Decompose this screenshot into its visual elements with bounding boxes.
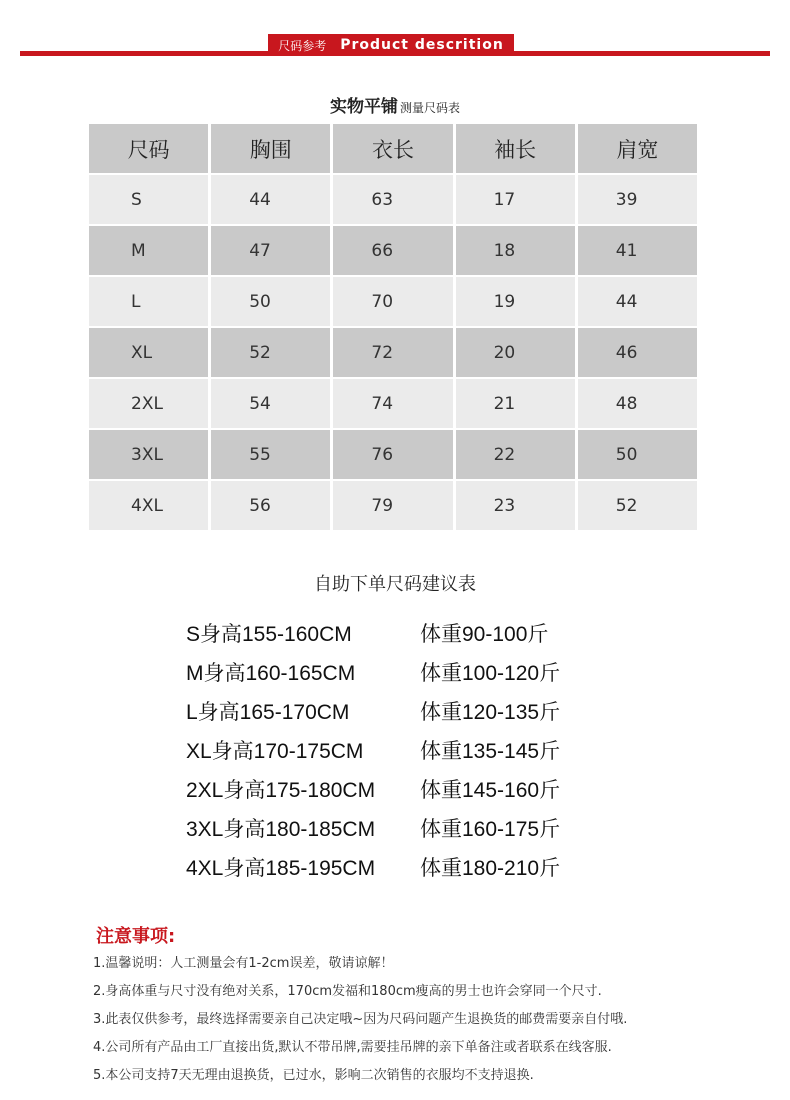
advice-height: 2XL身高175-180CM: [186, 779, 376, 802]
notice-list: [93, 954, 773, 1094]
table-cell: 19: [456, 277, 575, 326]
notice-title: 注意事项:: [96, 926, 176, 947]
advice-weight: 体重180-210斤: [420, 857, 561, 880]
table-cell: 70: [333, 277, 452, 326]
size-advice-list: [186, 618, 606, 891]
advice-row: [186, 735, 606, 774]
column-header: 袖长: [456, 124, 575, 173]
table-cell: 74: [333, 379, 452, 428]
section-header: [268, 34, 514, 56]
table-row: [89, 226, 697, 275]
table-row: [89, 430, 697, 479]
section-header-en: Product descrition: [340, 37, 504, 53]
table-cell: 52: [578, 481, 697, 530]
advice-weight: 体重90-100斤: [420, 623, 549, 646]
table-cell: 66: [333, 226, 452, 275]
section-header-cn: 尺码参考: [278, 38, 327, 53]
advice-height: XL身高170-175CM: [186, 740, 364, 763]
table-cell: 41: [578, 226, 697, 275]
advice-row: [186, 774, 606, 813]
table-cell: 3XL: [89, 430, 208, 479]
notice-item: 1.温馨说明：人工测量会有1-2cm误差，敬请谅解！: [93, 956, 394, 971]
size-table-title: [0, 92, 790, 117]
table-cell: 21: [456, 379, 575, 428]
size-table-header: [89, 124, 697, 173]
advice-weight: 体重100-120斤: [420, 662, 561, 685]
advice-row: [186, 696, 606, 735]
table-cell: 44: [578, 277, 697, 326]
notice-item: 2.身高体重与尺寸没有绝对关系，170cm发福和180cm瘦高的男士也许会穿同一个尺寸.: [93, 984, 602, 999]
size-table-title-sub: 测量尺码表: [399, 101, 460, 115]
column-header: 肩宽: [578, 124, 697, 173]
advice-weight: 体重120-135斤: [420, 701, 561, 724]
advice-row: [186, 657, 606, 696]
table-cell: 48: [578, 379, 697, 428]
advice-weight: 体重135-145斤: [420, 740, 561, 763]
table-cell: 55: [211, 430, 330, 479]
table-cell: 50: [211, 277, 330, 326]
table-cell: 63: [333, 175, 452, 224]
notice-item: 4.公司所有产品由工厂直接出货,默认不带吊牌,需要挂吊牌的亲下单备注或者联系在线客服.: [93, 1040, 612, 1055]
table-cell: L: [89, 277, 208, 326]
advice-height: 4XL身高185-195CM: [186, 857, 376, 880]
size-table: [86, 122, 700, 532]
table-cell: XL: [89, 328, 208, 377]
table-row: [89, 481, 697, 530]
column-header: 胸围: [211, 124, 330, 173]
table-cell: 52: [211, 328, 330, 377]
table-row: [89, 379, 697, 428]
advice-height: S身高155-160CM: [186, 623, 352, 646]
advice-height: 3XL身高180-185CM: [186, 818, 376, 841]
table-cell: 76: [333, 430, 452, 479]
column-header: 尺码: [89, 124, 208, 173]
table-row: [89, 277, 697, 326]
table-cell: 4XL: [89, 481, 208, 530]
table-cell: 54: [211, 379, 330, 428]
notice-item: 5.本公司支持7天无理由退换货，已过水，影响二次销售的衣服均不支持退换.: [93, 1068, 534, 1083]
table-row: [89, 328, 697, 377]
advice-row: [186, 618, 606, 657]
advice-row: [186, 813, 606, 852]
table-cell: S: [89, 175, 208, 224]
notice-item: 3.此表仅供参考，最终选择需要亲自己决定哦~因为尺码问题产生退换货的邮费需要亲自付哦.: [93, 1012, 628, 1027]
advice-height: L身高165-170CM: [186, 701, 350, 724]
table-cell: 2XL: [89, 379, 208, 428]
table-cell: 79: [333, 481, 452, 530]
table-cell: 39: [578, 175, 697, 224]
table-cell: 22: [456, 430, 575, 479]
table-cell: 72: [333, 328, 452, 377]
table-cell: M: [89, 226, 208, 275]
advice-weight: 体重160-175斤: [420, 818, 561, 841]
advice-title: 自助下单尺码建议表: [314, 574, 476, 595]
table-cell: 47: [211, 226, 330, 275]
table-cell: 56: [211, 481, 330, 530]
table-cell: 17: [456, 175, 575, 224]
table-cell: 18: [456, 226, 575, 275]
advice-weight: 体重145-160斤: [420, 779, 561, 802]
table-cell: 46: [578, 328, 697, 377]
table-cell: 20: [456, 328, 575, 377]
table-cell: 44: [211, 175, 330, 224]
table-cell: 50: [578, 430, 697, 479]
size-table-title-main: 实物平铺: [329, 97, 398, 117]
advice-height: M身高160-165CM: [186, 662, 356, 685]
advice-row: [186, 852, 606, 891]
column-header: 衣长: [333, 124, 452, 173]
table-cell: 23: [456, 481, 575, 530]
table-row: [89, 175, 697, 224]
